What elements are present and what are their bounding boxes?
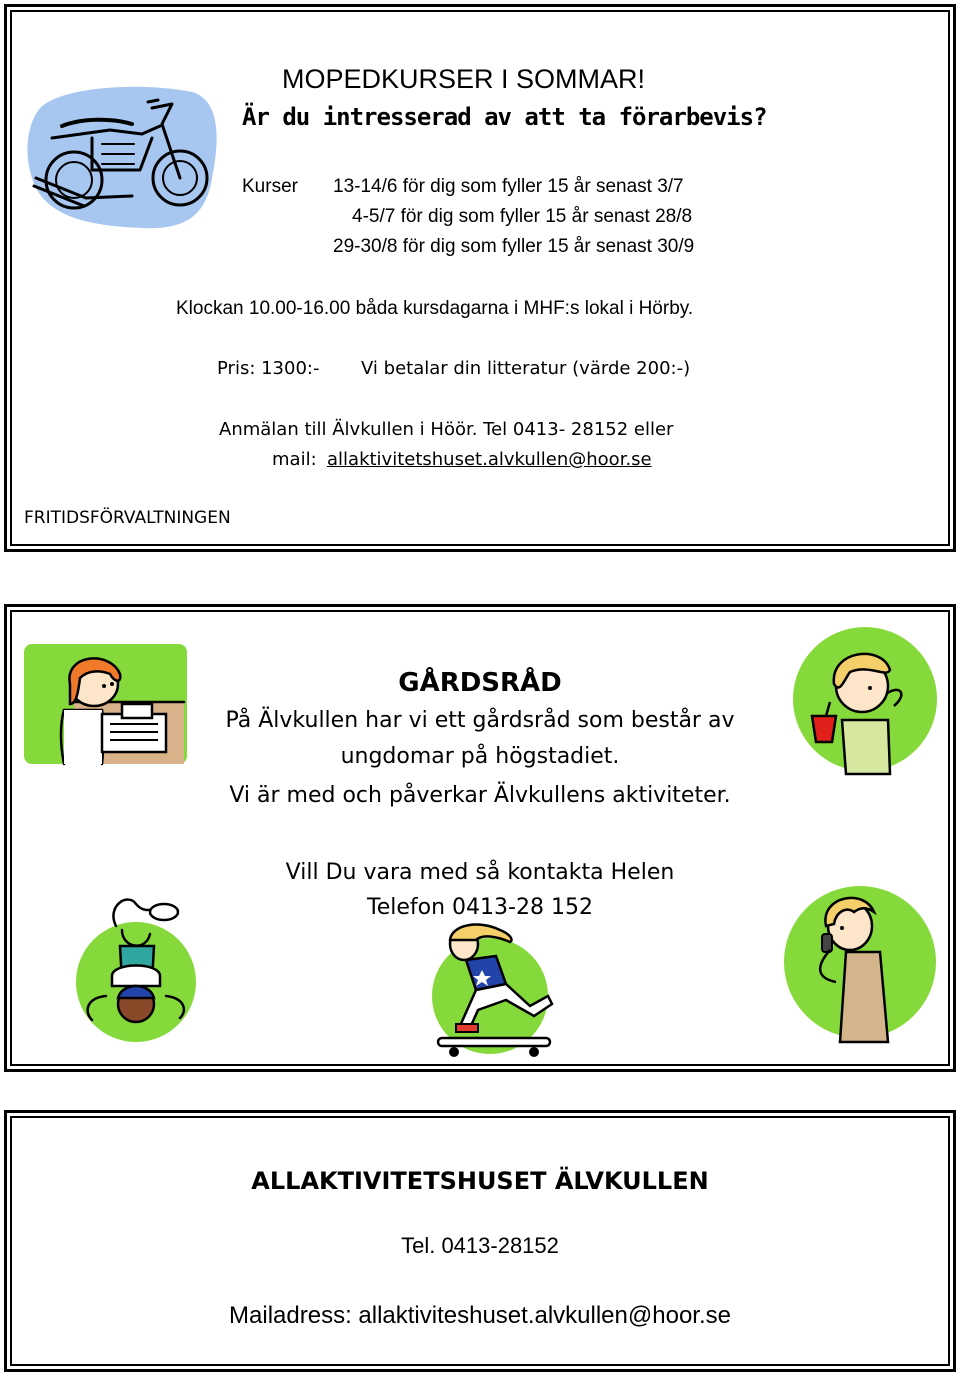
courses-label: Kurser xyxy=(242,176,298,197)
course-line: 13-14/6 för dig som fyller 15 år senast 3/7 xyxy=(333,176,684,197)
department-name: FRITIDSFÖRVALTNINGEN xyxy=(24,508,231,528)
price-label: Pris: 1300:- xyxy=(217,358,320,379)
gardsrad-contact: Vill Du vara med så kontakta Helen xyxy=(285,860,675,885)
gardsrad-phone: Telefon 0413-28 152 xyxy=(367,895,593,920)
gardsrad-line: Vi är med och påverkar Älvkullens aktiviteter. xyxy=(229,783,731,808)
course-time: Klockan 10.00-16.00 båda kursdagarna i MHF:s lokal i Hörby. xyxy=(176,298,694,319)
mail-label: mail: xyxy=(272,449,317,470)
breakdancer-illustration xyxy=(76,886,196,1046)
registration-text: Anmälan till Älvkullen i Höör. Tel 0413- 28152 eller xyxy=(219,419,674,440)
gardsrad-title: GÅRDSRÅD xyxy=(398,668,562,698)
gardsrad-line: På Älvkullen har vi ett gårdsråd som består av xyxy=(225,708,735,733)
skateboarder-illustration xyxy=(430,920,560,1060)
course-line: 4-5/7 för dig som fyller 15 år senast 28/8 xyxy=(352,206,693,227)
course-line: 29-30/8 för dig som fyller 15 år senast 30/9 xyxy=(333,236,695,257)
moped-title: MOPEDKURSER I SOMMAR! xyxy=(282,64,646,94)
gardsrad-line: ungdomar på högstadiet. xyxy=(340,744,620,769)
drinking-boy-illustration xyxy=(790,624,940,774)
email-link[interactable]: allaktivitetshuset.alvkullen@hoor.se xyxy=(327,449,652,470)
organization-phone: Tel. 0413-28152 xyxy=(401,1233,559,1258)
motorcycle-illustration xyxy=(22,78,222,233)
phone-boy-illustration xyxy=(776,882,946,1042)
organization-email: Mailadress: allaktiviteshuset.alvkullen@hoor.se xyxy=(229,1302,731,1329)
cashier-illustration xyxy=(24,644,187,764)
moped-subtitle: Är du intresserad av att ta förarbevis? xyxy=(242,103,767,131)
organization-name: ALLAKTIVITETSHUSET ÄLVKULLEN xyxy=(251,1167,709,1195)
price-text: Vi betalar din litteratur (värde 200:-) xyxy=(361,358,691,379)
